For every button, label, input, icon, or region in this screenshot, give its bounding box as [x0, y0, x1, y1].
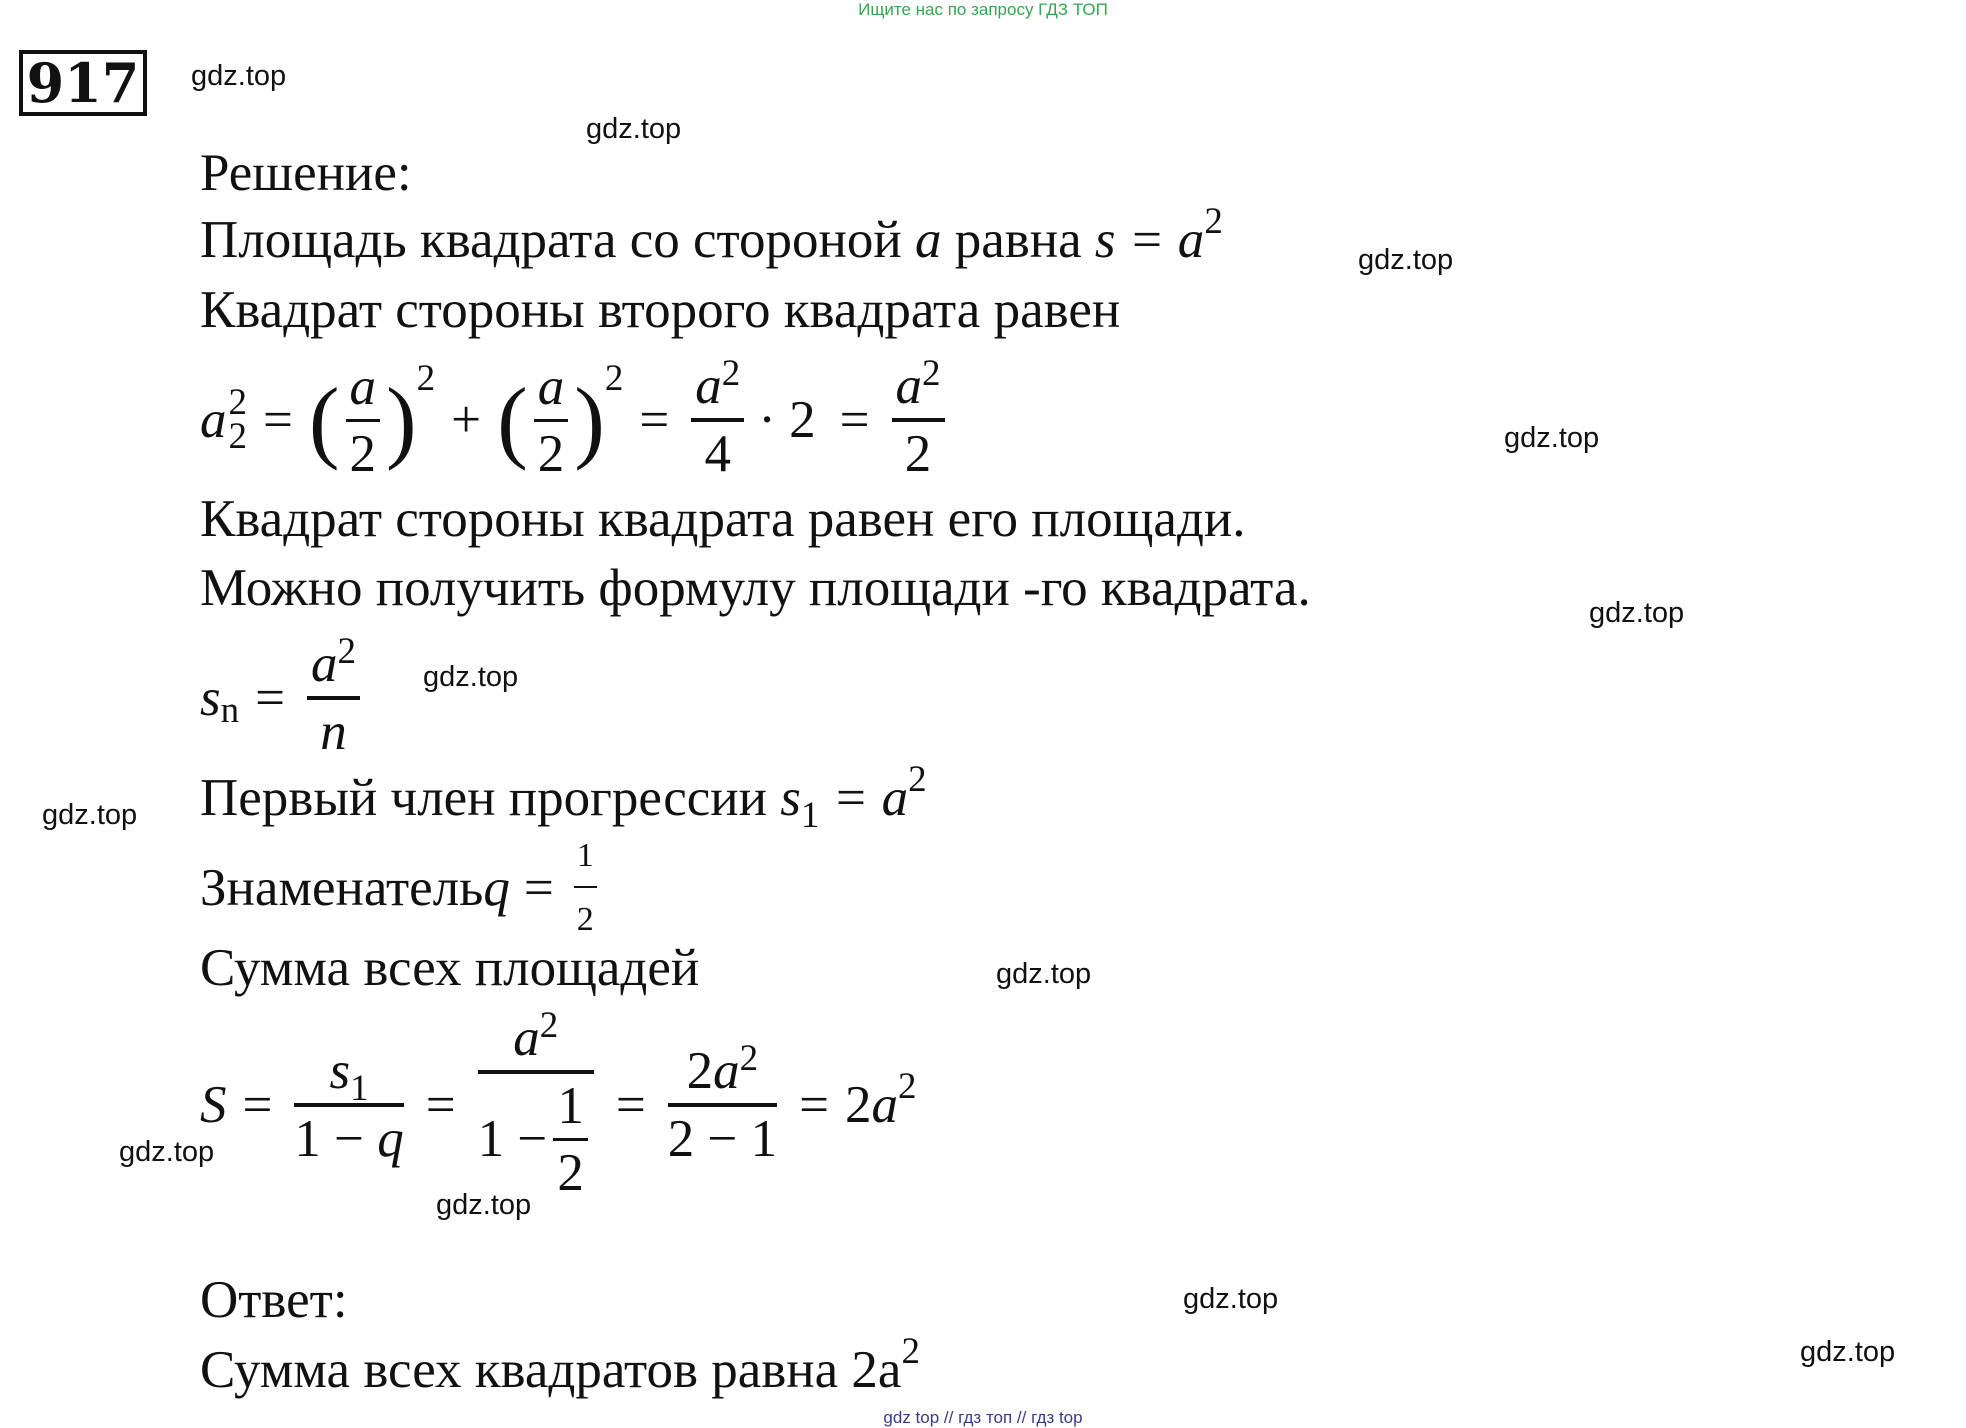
- watermark: gdz.top: [42, 799, 138, 831]
- paren-open: (: [497, 369, 528, 471]
- watermark: gdz.top: [586, 113, 682, 145]
- watermark: gdz.top: [423, 661, 519, 693]
- formula-s-a2: $s = a^2$: [1094, 201, 1223, 269]
- text-line-7: [200, 759, 927, 836]
- exp-2: 2: [416, 357, 436, 399]
- line-1-text: Площадь квадрата со стороной: [200, 211, 915, 269]
- eq-sign: =: [799, 1076, 829, 1134]
- solution-label: Решение:: [200, 144, 412, 202]
- top-banner: Ищите нас по запросу ГДЗ ТОП: [858, 0, 1108, 19]
- sn-sub: n: [220, 689, 240, 731]
- frac-a2-over-1-half: $a^2$ 1 − $\frac{1}{2}$: [478, 1008, 594, 1203]
- frac-2a2-over-2-1: $\frac{2a^2}{2 - 1}$: [667, 1038, 778, 1168]
- text-line-9: Сумма всех площадей: [200, 939, 700, 997]
- text-line-4: Квадрат стороны квадрата равен его площади.: [200, 490, 1246, 548]
- line-1-mid: равна: [941, 211, 1095, 269]
- watermark: gdz.top: [1504, 422, 1600, 454]
- sum-lhs: S: [200, 1076, 227, 1134]
- text-line-2: Квадрат стороны второго квадрата равен: [200, 281, 1121, 339]
- formula-lhs-supsub: 2 2: [228, 382, 247, 457]
- eq-sign: =: [615, 1076, 646, 1134]
- footer: gdz top // гдз топ // гдз top: [883, 1408, 1083, 1427]
- text-line-1: [200, 201, 1223, 276]
- watermark: gdz.top: [119, 1136, 215, 1168]
- formula-lhs: a: [200, 391, 227, 449]
- sum-result: $2a^2$: [844, 1066, 917, 1134]
- watermark: gdz.top: [1183, 1283, 1279, 1315]
- task-number-box: 917: [19, 50, 147, 116]
- frac-a2-over-4: $\frac{a^2}{4}$: [691, 356, 744, 484]
- answer-label: Ответ:: [200, 1271, 348, 1329]
- eq-sign: =: [639, 391, 670, 449]
- line-8-text: Знаменатель: [200, 859, 484, 917]
- formula-sn: [200, 628, 366, 768]
- frac-a2-over-2: $\frac{a^2}{2}$: [892, 356, 945, 484]
- watermark: gdz.top: [996, 958, 1092, 990]
- formula-q: q: [483, 859, 510, 917]
- eq-sign: =: [242, 1076, 273, 1134]
- exp-2: 2: [604, 357, 624, 399]
- line-7-text: Первый член прогрессии: [200, 769, 781, 827]
- answer-exp: 2: [901, 1331, 920, 1372]
- frac-a2-over-n: $\frac{a^2}{n}$: [307, 634, 360, 762]
- formula-sum: [200, 1004, 917, 1202]
- formula-a2-squared: [200, 350, 951, 490]
- eq-sign: =: [255, 669, 286, 727]
- frac-s1-over-1-q: $\frac{s_1}{1 - q}$: [294, 1042, 404, 1168]
- watermark: gdz.top: [1589, 597, 1685, 629]
- line-1-var: a: [914, 211, 942, 269]
- watermark: gdz.top: [191, 60, 287, 92]
- cdot: · 2: [758, 391, 816, 449]
- eq-sign: =: [425, 1076, 456, 1134]
- frac-a-over-2: $\frac{a}{2}$: [346, 357, 381, 484]
- plus-sign: +: [451, 391, 482, 449]
- watermark: gdz.top: [1800, 1336, 1896, 1368]
- text-line-5: Можно получить формулу площади -го квадрата.: [200, 559, 1311, 617]
- watermark: gdz.top: [436, 1189, 532, 1221]
- sn-lhs: s: [200, 669, 221, 727]
- eq-sign: =: [839, 391, 870, 449]
- answer-text: Сумма всех квадратов равна 2a: [200, 1341, 902, 1399]
- eq-sign: =: [523, 859, 554, 917]
- frac-a-over-2: $\frac{a}{2}$: [534, 357, 569, 484]
- answer-line: [200, 1331, 920, 1406]
- eq-sign: =: [263, 391, 293, 449]
- paren-close: ): [574, 369, 605, 471]
- paren-open: (: [308, 369, 340, 471]
- text-line-8: [200, 838, 603, 938]
- frac-1-over-2: $\frac{1}{2}$: [574, 826, 597, 950]
- paren-close: ): [386, 369, 417, 471]
- formula-s1: $s_1 = a^2$: [780, 759, 927, 836]
- watermark: gdz.top: [1358, 244, 1454, 276]
